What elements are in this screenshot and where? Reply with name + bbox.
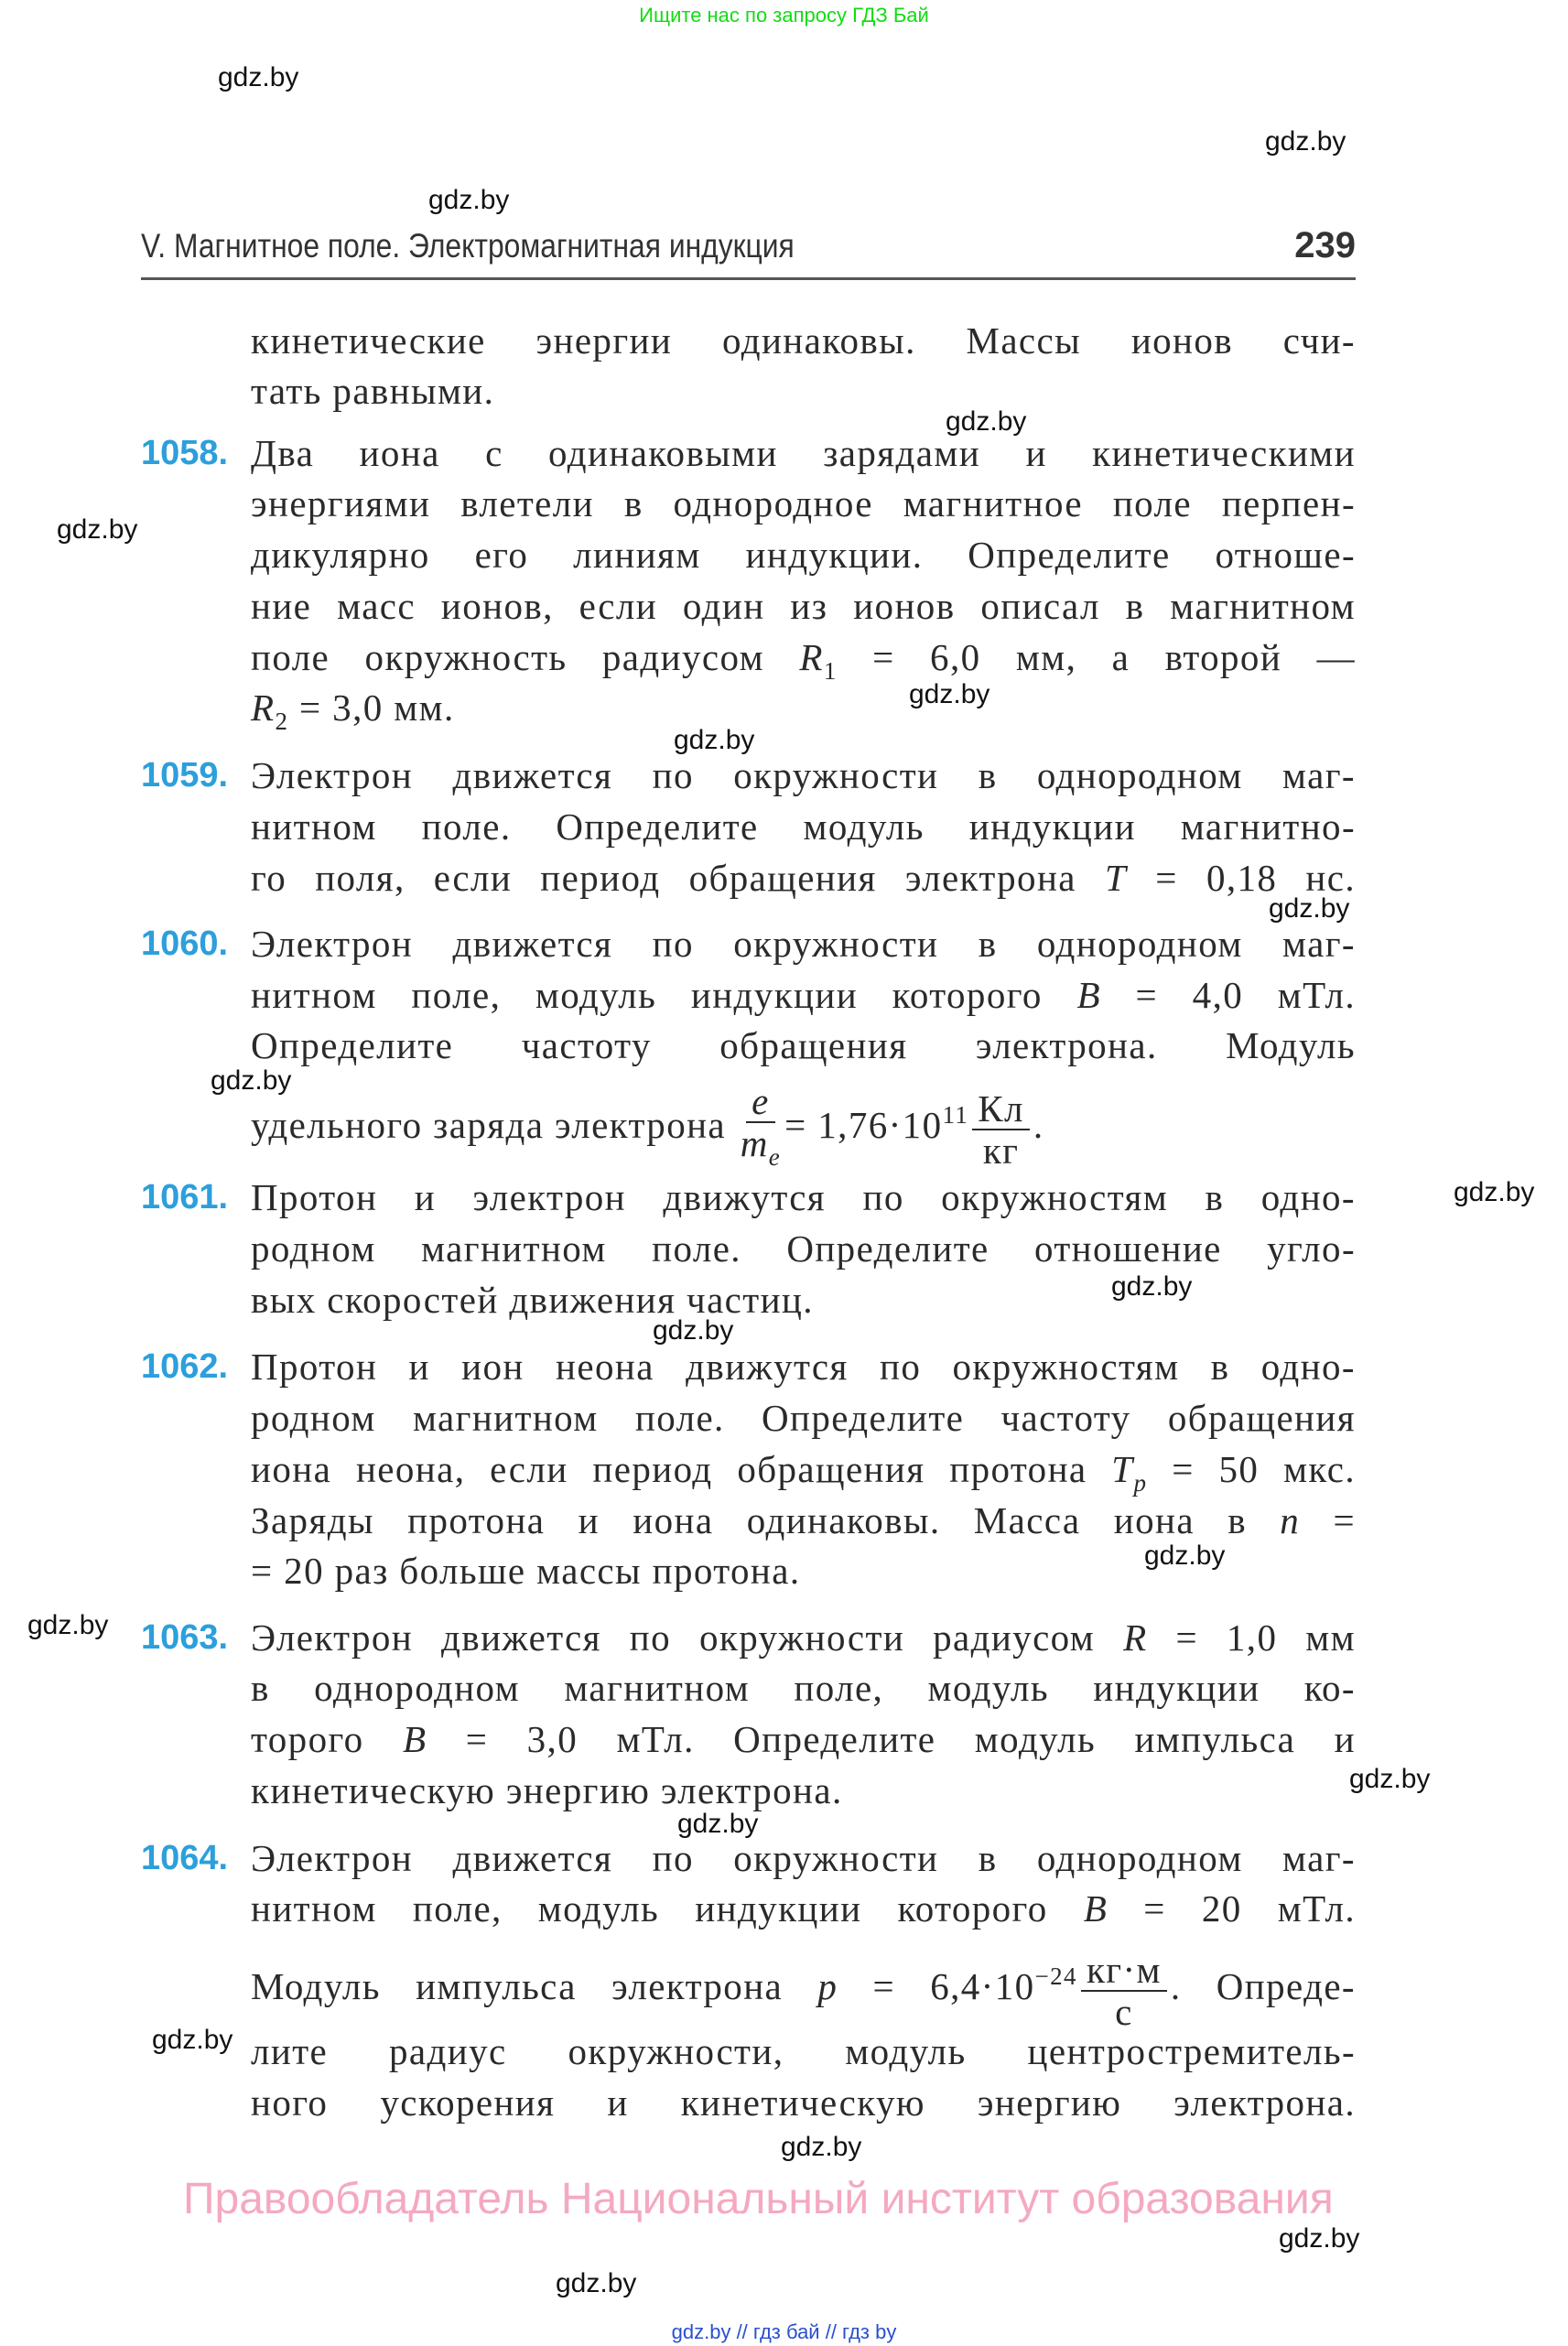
math-variable: p (817, 1965, 838, 2007)
math-fraction (972, 1088, 1030, 1171)
watermark-gdz: gdz.by (674, 725, 755, 755)
math-subscript: p (1133, 1469, 1148, 1497)
fraction-numerator: кг·м (1081, 1950, 1167, 1992)
watermark-gdz: gdz.by (152, 2025, 233, 2055)
text-line (251, 580, 1356, 632)
text-run: = 6,4·10 (838, 1965, 1035, 2007)
math-fraction (1081, 1950, 1167, 2032)
math-subscript: 2 (275, 708, 289, 735)
problem-number: 1060. (141, 924, 229, 963)
watermark-gdz: gdz.by (653, 1315, 734, 1346)
footer-links: gdz.by // гдз бай // гдз by (671, 2320, 897, 2343)
text-run: кинетическую энергию электрона. (251, 1769, 843, 1811)
text-run: . Опреде- (1170, 1965, 1356, 2007)
problem-number: 1061. (141, 1178, 229, 1216)
watermark-gdz: gdz.by (781, 2132, 862, 2162)
watermark-gdz: gdz.by (1269, 893, 1350, 924)
text-run: = 3,0 мм. (288, 687, 455, 729)
text-line (251, 315, 1356, 366)
text-line (251, 1443, 1356, 1495)
problem-number: 1062. (141, 1347, 229, 1386)
math-variable: B (402, 1718, 427, 1760)
math-subscript: 1 (823, 657, 838, 685)
watermark-gdz: gdz.by (909, 679, 990, 709)
text-run: Протон и ион неона движутся по окружностям в одно- (251, 1346, 1356, 1388)
text-line (251, 1883, 1356, 1934)
text-line (251, 1935, 1356, 2033)
text-line (251, 852, 1356, 903)
problem-number: 1059. (141, 756, 229, 795)
fraction-denominator (741, 1123, 781, 1177)
denominator-text: кг (982, 1129, 1020, 1172)
text-line (251, 1832, 1356, 1884)
page-number: 239 (1294, 225, 1356, 265)
text-line (251, 682, 1356, 733)
watermark-gdz: gdz.by (677, 1809, 759, 1839)
text-line (251, 1765, 1356, 1816)
text-run: = 20 раз больше массы протона. (251, 1550, 801, 1592)
math-variable: R (251, 687, 276, 729)
text-line (251, 2026, 1356, 2077)
watermark-gdz: gdz.by (556, 2268, 637, 2298)
watermark-gdz: gdz.by (1144, 1541, 1226, 1571)
text-run: нитном поле, модуль индукции которого (251, 1887, 1084, 1930)
text-line (251, 1274, 1356, 1325)
problem-number: 1064. (141, 1839, 229, 1877)
math-variable: B (1076, 974, 1101, 1016)
denominator-subscript: e (768, 1143, 782, 1172)
math-variable: B (1083, 1887, 1108, 1930)
text-line (251, 918, 1356, 969)
text-run: = (1300, 1499, 1356, 1541)
fraction-numerator: e (746, 1081, 775, 1123)
text-line (251, 1074, 1356, 1172)
watermark-gdz: gdz.by (27, 1610, 109, 1640)
text-line (251, 1662, 1356, 1714)
watermark-gdz: gdz.by (428, 185, 510, 215)
text-run: вых скоростей движения частиц. (251, 1279, 814, 1321)
watermark-gdz: gdz.by (1349, 1764, 1431, 1794)
math-variable: n (1280, 1499, 1301, 1541)
text-run: = 1,0 мм (1147, 1616, 1356, 1659)
math-fraction (741, 1081, 781, 1177)
watermark-gdz: gdz.by (1279, 2223, 1360, 2254)
text-run: Протон и электрон движутся по окружностям в одно- (251, 1176, 1356, 1218)
math-variable: T (1105, 857, 1128, 899)
text-run: = 6,0 мм, а второй — (837, 636, 1356, 678)
math-variable: R (1123, 1616, 1148, 1659)
text-line (251, 1545, 1356, 1596)
text-run: Электрон движется по окружности радиусом (251, 1616, 1124, 1659)
math-variable: T (1111, 1448, 1134, 1490)
text-line (251, 365, 1356, 416)
text-run: Два иона с одинаковыми зарядами и кинетическими (251, 432, 1356, 474)
text-run: = 50 мкс. (1147, 1448, 1356, 1490)
text-line (251, 427, 1356, 479)
fraction-denominator (983, 1130, 1020, 1171)
text-line (251, 478, 1356, 529)
text-line (251, 1020, 1356, 1071)
text-run: удельного заряда электрона (251, 1104, 737, 1146)
text-run: нитном поле, модуль индукции которого (251, 974, 1077, 1016)
copyright-notice: Правообладатель Национальный институт образования (183, 2175, 1334, 2223)
text-run: Электрон движется по окружности в однородном маг- (251, 754, 1356, 796)
text-run: родном магнитном поле. Определите отношение угло- (251, 1227, 1356, 1270)
watermark-gdz: gdz.by (1454, 1177, 1535, 1207)
text-run: ного ускорения и кинетическую энергию электрона. (251, 2081, 1356, 2124)
watermark-gdz: gdz.by (946, 406, 1027, 437)
math-exponent: 11 (942, 1101, 969, 1129)
math-variable: R (799, 636, 824, 678)
text-run: родном магнитном поле. Определите частоту обращения (251, 1397, 1356, 1439)
text-run: . (1033, 1104, 1044, 1146)
text-run: = 0,18 нс. (1127, 857, 1356, 899)
text-run: Электрон движется по окружности в однородном маг- (251, 923, 1356, 965)
denominator-text: m (740, 1122, 769, 1165)
watermark-gdz: gdz.by (1265, 126, 1346, 157)
watermark-gdz: gdz.by (57, 514, 138, 545)
text-run: тать равными. (251, 370, 495, 412)
text-run: торого (251, 1718, 403, 1760)
text-run: го поля, если период обращения электрона (251, 857, 1105, 899)
text-run: дикулярно его линиям индукции. Определите отноше- (251, 534, 1356, 576)
text-line (251, 801, 1356, 852)
text-line (251, 1172, 1356, 1223)
problem-number: 1058. (141, 434, 229, 472)
text-line (251, 1392, 1356, 1443)
problem-number: 1063. (141, 1618, 229, 1657)
text-run: ние масс ионов, если один из ионов описал в магнитном (251, 585, 1356, 627)
text-run: = 3,0 мТл. Определите модуль импульса и (427, 1718, 1356, 1760)
text-run: = 20 мТл. (1108, 1887, 1356, 1930)
watermark-gdz: gdz.by (1111, 1271, 1193, 1302)
text-run: = 4,0 мТл. (1100, 974, 1356, 1016)
text-line (251, 1714, 1356, 1765)
header-rule (141, 277, 1356, 280)
text-run: поле окружность радиусом (251, 636, 800, 678)
text-run: нитном поле. Определите модуль индукции магнитно- (251, 805, 1356, 848)
text-line (251, 2077, 1356, 2128)
denominator-text: с (1115, 1990, 1133, 2033)
chapter-title: V. Магнитное поле. Электромагнитная индукция (141, 227, 795, 265)
math-exponent: −24 (1034, 1962, 1077, 1990)
text-line (251, 529, 1356, 580)
text-line (251, 1495, 1356, 1546)
text-line (251, 632, 1356, 683)
text-line (251, 1223, 1356, 1274)
text-run: Заряды протона и иона одинаковы. Масса иона в (251, 1499, 1281, 1541)
text-run: Электрон движется по окружности в однородном маг- (251, 1837, 1356, 1879)
text-run: = 1,76·10 (784, 1104, 943, 1146)
watermark-gdz: gdz.by (218, 62, 299, 92)
fraction-numerator: Кл (972, 1088, 1030, 1130)
text-run: Определите частоту обращения электрона. Модуль (251, 1024, 1356, 1066)
text-run: в однородном магнитном поле, модуль индукции ко- (251, 1667, 1356, 1709)
text-line (251, 1341, 1356, 1392)
top-search-note: Ищите нас по запросу ГДЗ Бай (639, 4, 929, 27)
text-run: энергиями влетели в однородное магнитное поле перпен- (251, 482, 1356, 524)
text-run: иона неона, если период обращения протона (251, 1448, 1112, 1490)
watermark-gdz: gdz.by (211, 1065, 292, 1096)
running-header (141, 227, 1356, 273)
text-run: кинетические энергии одинаковы. Массы ионов счи- (251, 319, 1356, 362)
text-line (251, 969, 1356, 1021)
text-line (251, 750, 1356, 801)
text-run: Модуль импульса электрона (251, 1965, 818, 2007)
text-run: лите радиус окружности, модуль центростремитель- (251, 2030, 1356, 2072)
text-line (251, 1612, 1356, 1663)
